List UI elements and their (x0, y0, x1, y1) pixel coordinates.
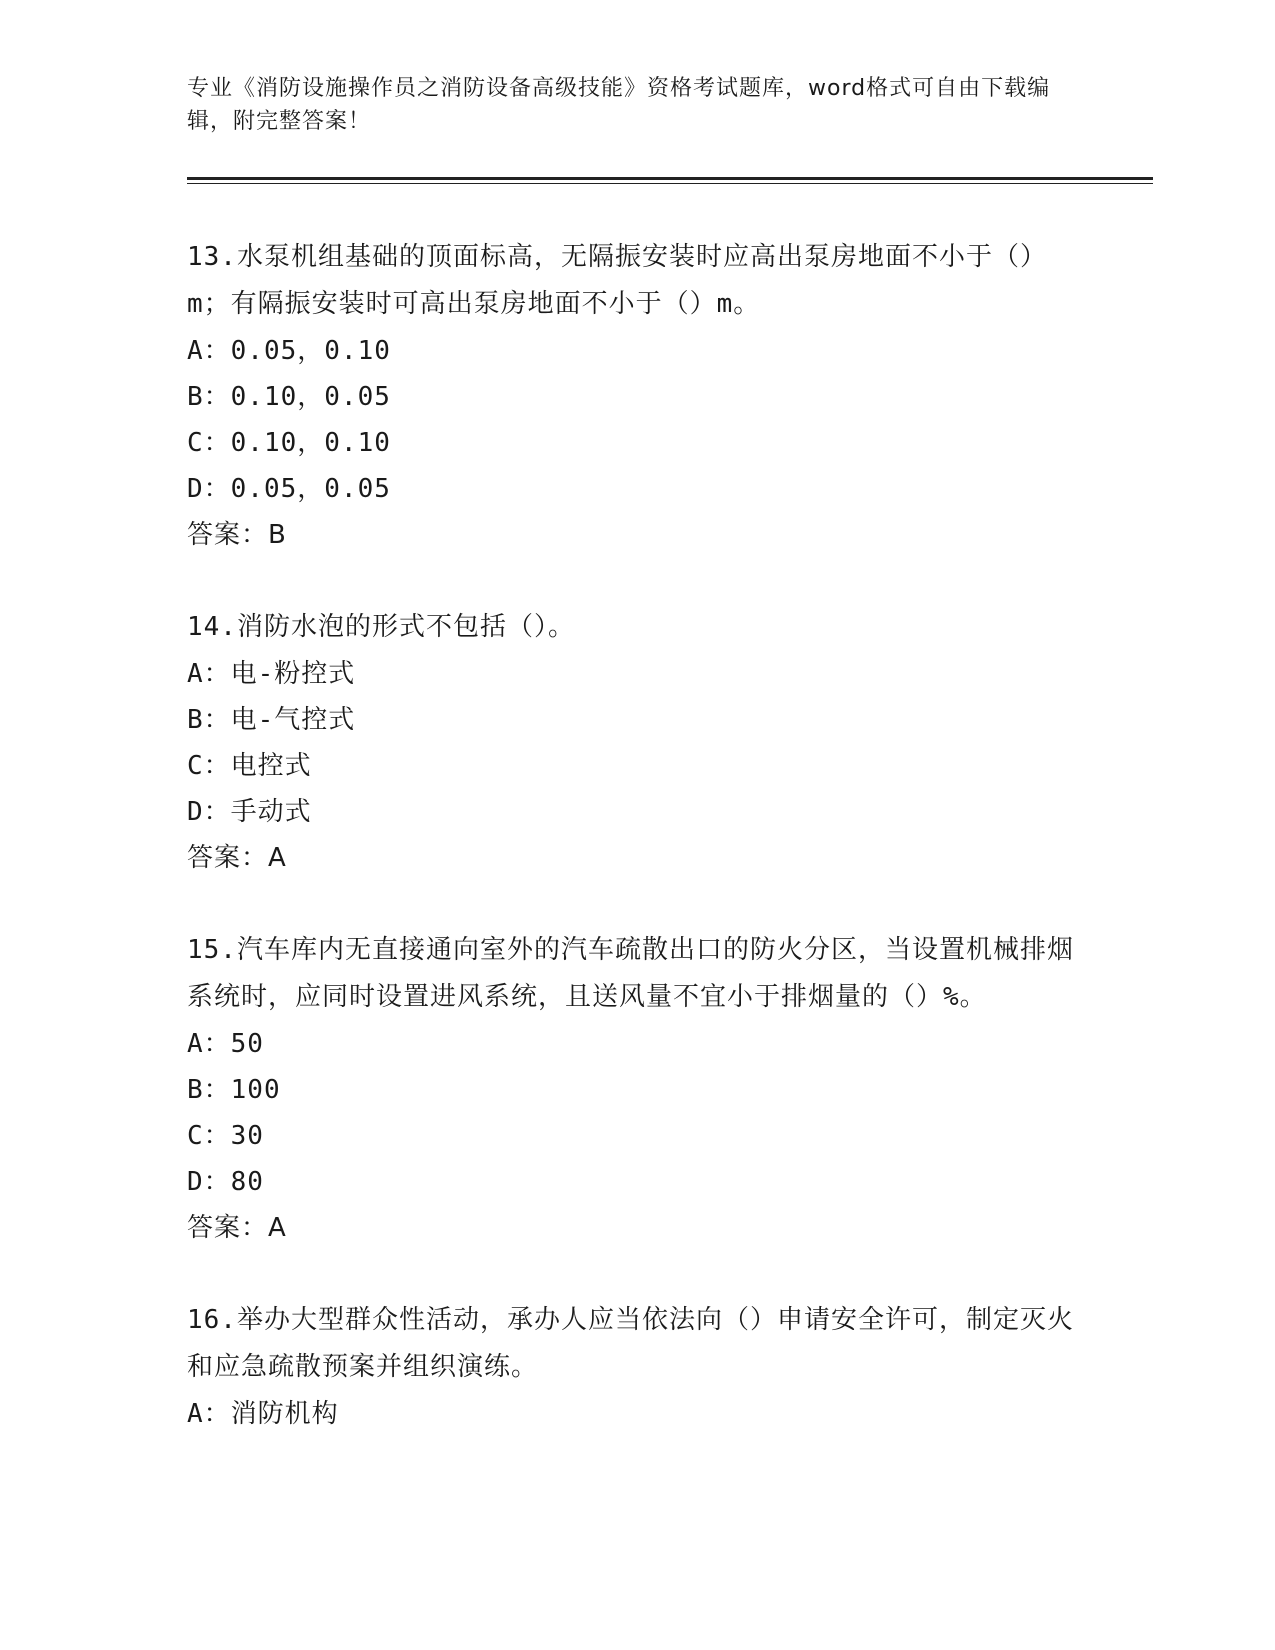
question-15 (187, 927, 1077, 1251)
header-rule-thin (187, 183, 1153, 184)
option-c: C：电控式 (187, 751, 312, 781)
option-c: C：0.10，0.10 (187, 428, 391, 458)
answer-line: 答案：B (187, 520, 287, 550)
option-b: B：电-气控式 (187, 705, 356, 735)
option-a: A：电-粉控式 (187, 659, 356, 689)
option-a: A：消防机构 (187, 1399, 339, 1429)
answer-line: 答案：A (187, 843, 287, 873)
option-b: B：0.10，0.05 (187, 382, 391, 412)
option-d: D：80 (187, 1167, 264, 1197)
document-header: 专业《消防设施操作员之消防设备高级技能》资格考试题库，word格式可自由下载编辑，附完整答案！ (187, 76, 1051, 134)
question-14 (187, 604, 1077, 881)
option-a: A：50 (187, 1029, 264, 1059)
option-a: A：0.05，0.10 (187, 336, 391, 366)
answer-line: 答案：A (187, 1213, 287, 1243)
option-b: B：100 (187, 1075, 281, 1105)
question-16 (187, 1297, 1077, 1437)
question-stem: 15.汽车库内无直接通向室外的汽车疏散出口的防火分区，当设置机械排烟系统时，应同时设置进风系统，且送风量不宜小于排烟量的（）%。 (187, 935, 1074, 1012)
option-d: D：0.05，0.05 (187, 474, 391, 504)
option-c: C：30 (187, 1121, 264, 1151)
header-rule-thick (187, 177, 1153, 180)
question-13 (187, 234, 1077, 558)
question-stem: 16.举办大型群众性活动，承办人应当依法向（）申请安全许可，制定灭火和应急疏散预案并组织演练。 (187, 1305, 1074, 1382)
option-d: D：手动式 (187, 797, 312, 827)
question-stem: 13.水泵机组基础的顶面标高，无隔振安装时应高出泵房地面不小于（）m；有隔振安装时可高出泵房地面不小于（）m。 (187, 242, 1047, 319)
question-list (187, 234, 1077, 1483)
question-stem: 14.消防水泡的形式不包括（）。 (187, 612, 575, 642)
